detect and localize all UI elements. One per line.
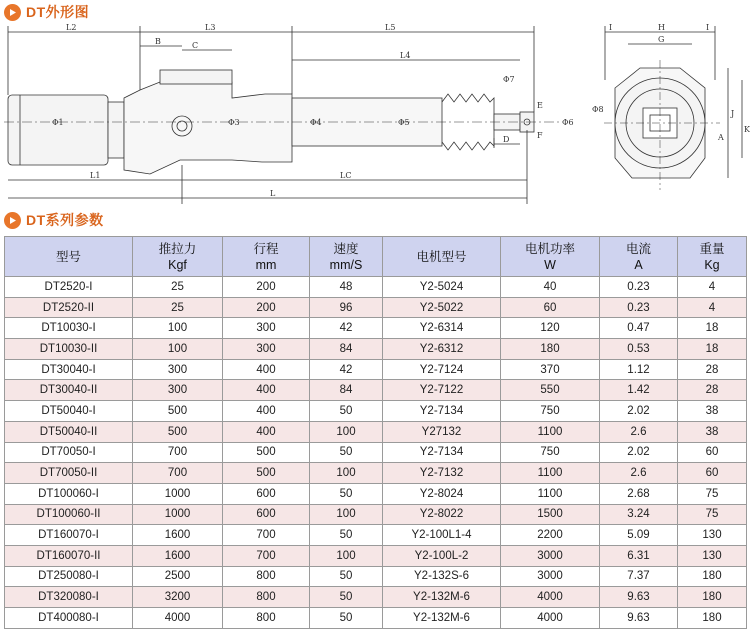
technical-drawing [0, 20, 750, 208]
table-cell: 300 [133, 359, 223, 380]
column-header-unit: mm/S [329, 257, 363, 272]
table-cell: 400 [223, 421, 310, 442]
table-cell: Y2-132M-6 [383, 608, 501, 629]
section-title-text: DT系列参数 [26, 212, 104, 228]
table-cell: 75 [678, 504, 747, 525]
table-row [5, 504, 747, 525]
table-cell: 50 [310, 401, 383, 422]
table-cell: 5.09 [600, 525, 678, 546]
table-cell: 25 [133, 297, 223, 318]
table-cell: 1000 [133, 483, 223, 504]
table-cell: 84 [310, 380, 383, 401]
table-cell: 120 [501, 318, 600, 339]
table-cell: 300 [223, 339, 310, 360]
column-header [5, 237, 133, 277]
column-header-unit: Kgf [168, 257, 187, 272]
column-header-label: 速度 [333, 241, 359, 256]
play-arrow-icon [4, 4, 21, 21]
table-cell: Y2-7132 [383, 463, 501, 484]
table-cell: 40 [501, 277, 600, 298]
table-cell: 700 [223, 525, 310, 546]
column-header-label: 重量 [699, 241, 725, 256]
table-cell: 300 [223, 318, 310, 339]
table-cell: 48 [310, 277, 383, 298]
table-cell: 750 [501, 401, 600, 422]
table-cell: DT400080-I [5, 608, 133, 629]
table-cell: 0.47 [600, 318, 678, 339]
table-cell: 100 [133, 339, 223, 360]
column-header-unit: Kg [704, 257, 720, 272]
table-cell: 500 [133, 421, 223, 442]
table-cell: 1600 [133, 525, 223, 546]
table-cell: 75 [678, 483, 747, 504]
table-cell: 9.63 [600, 608, 678, 629]
column-header-label: 推拉力 [158, 241, 197, 256]
table-cell: 1500 [501, 504, 600, 525]
label-G: G [658, 35, 665, 44]
table-cell: DT10030-II [5, 339, 133, 360]
table-cell: 3.24 [600, 504, 678, 525]
table-cell: Y2-100L1-4 [383, 525, 501, 546]
table-cell: 400 [223, 359, 310, 380]
table-cell: 60 [678, 463, 747, 484]
table-cell: 800 [223, 587, 310, 608]
table-cell: DT70050-I [5, 442, 133, 463]
table-cell: Y2-8024 [383, 483, 501, 504]
table-row [5, 566, 747, 587]
table-cell: 4 [678, 297, 747, 318]
table-cell: 6.31 [600, 545, 678, 566]
table-cell: Y2-7124 [383, 359, 501, 380]
table-cell: 1000 [133, 504, 223, 525]
table-cell: Y2-7134 [383, 401, 501, 422]
table-cell: 50 [310, 525, 383, 546]
column-header [501, 237, 600, 277]
column-header [383, 237, 501, 277]
table-cell: 750 [501, 442, 600, 463]
table-cell: 0.53 [600, 339, 678, 360]
table-cell: DT70050-II [5, 463, 133, 484]
table-row [5, 339, 747, 360]
table-cell: 2.02 [600, 401, 678, 422]
table-cell: 200 [223, 277, 310, 298]
column-header-label: 电机型号 [416, 249, 467, 264]
table-cell: 0.23 [600, 297, 678, 318]
table-cell: 50 [310, 483, 383, 504]
table-cell: 60 [501, 297, 600, 318]
label-I-right: I [706, 23, 710, 32]
table-cell: 100 [310, 504, 383, 525]
table-row [5, 545, 747, 566]
table-cell: 500 [223, 442, 310, 463]
column-header-label: 电机功率 [524, 241, 575, 256]
table-cell: DT160070-II [5, 545, 133, 566]
table-cell: DT30040-II [5, 380, 133, 401]
table-cell: Y2-7122 [383, 380, 501, 401]
table-row [5, 318, 747, 339]
label-K: K [744, 125, 750, 134]
table-cell: 130 [678, 545, 747, 566]
table-cell: 100 [310, 463, 383, 484]
column-header-label: 型号 [55, 249, 81, 264]
table-cell: 370 [501, 359, 600, 380]
table-cell: 200 [223, 297, 310, 318]
table-cell: 100 [133, 318, 223, 339]
table-row [5, 525, 747, 546]
table-cell: 500 [133, 401, 223, 422]
table-cell: 1.42 [600, 380, 678, 401]
table-cell: 84 [310, 339, 383, 360]
table-row [5, 483, 747, 504]
table-row [5, 380, 747, 401]
table-cell: 300 [133, 380, 223, 401]
table-cell: 2500 [133, 566, 223, 587]
table-cell: Y2-8022 [383, 504, 501, 525]
motor-body [8, 95, 108, 165]
table-cell: DT320080-I [5, 587, 133, 608]
label-phi3: Φ3 [228, 118, 240, 127]
table-cell: 2.6 [600, 463, 678, 484]
table-cell: DT10030-I [5, 318, 133, 339]
gearbox-housing [124, 82, 292, 174]
table-cell: 1100 [501, 463, 600, 484]
table-cell: 28 [678, 359, 747, 380]
label-L1: L1 [90, 171, 101, 180]
table-cell: 180 [501, 339, 600, 360]
table-cell: 9.63 [600, 587, 678, 608]
label-J: J [731, 109, 735, 118]
table-cell: 0.23 [600, 277, 678, 298]
table-cell: DT100060-I [5, 483, 133, 504]
table-cell: 4 [678, 277, 747, 298]
label-L2: L2 [66, 23, 77, 32]
table-cell: 2.68 [600, 483, 678, 504]
label-L3: L3 [205, 23, 216, 32]
table-cell: 100 [310, 421, 383, 442]
table-cell: 18 [678, 318, 747, 339]
table-cell: 180 [678, 608, 747, 629]
table-cell: 18 [678, 339, 747, 360]
column-header [133, 237, 223, 277]
table-cell: 96 [310, 297, 383, 318]
table-body [5, 277, 747, 629]
table-row [5, 359, 747, 380]
table-cell: 1100 [501, 483, 600, 504]
section-title-outline-drawing [4, 2, 89, 22]
table-cell: 42 [310, 318, 383, 339]
table-cell: DT2520-II [5, 297, 133, 318]
label-L5: L5 [385, 23, 396, 32]
table-cell: 100 [310, 545, 383, 566]
table-cell: 180 [678, 587, 747, 608]
table-cell: Y2-5022 [383, 297, 501, 318]
column-header-label: 电流 [625, 241, 651, 256]
table-row [5, 401, 747, 422]
label-I-left: I [609, 23, 613, 32]
label-F: F [537, 131, 543, 140]
table-row [5, 463, 747, 484]
table-cell: 28 [678, 380, 747, 401]
table-cell: DT30040-I [5, 359, 133, 380]
table-cell: 38 [678, 421, 747, 442]
table-cell: 42 [310, 359, 383, 380]
label-H: H [658, 23, 665, 32]
label-phi7: Φ7 [503, 75, 515, 84]
table-cell: 2.02 [600, 442, 678, 463]
table-cell: 3000 [501, 566, 600, 587]
table-row [5, 421, 747, 442]
column-header [310, 237, 383, 277]
table-cell: 50 [310, 442, 383, 463]
table-cell: 2.6 [600, 421, 678, 442]
table-cell: 50 [310, 566, 383, 587]
table-cell: DT2520-I [5, 277, 133, 298]
label-C: C [192, 41, 199, 50]
table-cell: 25 [133, 277, 223, 298]
label-D: D [503, 135, 510, 144]
table-cell: DT50040-II [5, 421, 133, 442]
table-cell: Y2-132S-6 [383, 566, 501, 587]
table-cell: DT50040-I [5, 401, 133, 422]
label-phi6: Φ6 [562, 118, 574, 127]
table-cell: 700 [223, 545, 310, 566]
label-L: L [270, 189, 276, 198]
label-phi4: Φ4 [310, 118, 322, 127]
table-cell: 700 [133, 442, 223, 463]
table-cell: 400 [223, 380, 310, 401]
table-row [5, 277, 747, 298]
section-title-parameters [4, 210, 104, 230]
column-header-unit: W [544, 257, 556, 272]
table-cell: 500 [223, 463, 310, 484]
label-phi8: Φ8 [592, 105, 604, 114]
label-B: B [155, 37, 161, 46]
table-cell: 50 [310, 608, 383, 629]
label-E: E [537, 101, 543, 110]
label-phi5: Φ5 [398, 118, 410, 127]
column-header [678, 237, 747, 277]
parameters-table [4, 236, 747, 629]
column-header [600, 237, 678, 277]
table-cell: DT160070-I [5, 525, 133, 546]
table-row [5, 587, 747, 608]
table-cell: 600 [223, 504, 310, 525]
column-header-label: 行程 [253, 241, 279, 256]
table-cell: 800 [223, 566, 310, 587]
table-cell: 700 [133, 463, 223, 484]
table-row [5, 297, 747, 318]
table-cell: 38 [678, 401, 747, 422]
table-cell: 60 [678, 442, 747, 463]
table-cell: 1100 [501, 421, 600, 442]
table-cell: 4000 [501, 587, 600, 608]
table-cell: 4000 [501, 608, 600, 629]
label-phi1: Φ1 [52, 118, 64, 127]
table-row [5, 608, 747, 629]
table-cell: Y2-7134 [383, 442, 501, 463]
table-cell: 1.12 [600, 359, 678, 380]
table-cell: Y2-132M-6 [383, 587, 501, 608]
table-cell: 550 [501, 380, 600, 401]
table-cell: DT100060-II [5, 504, 133, 525]
table-cell: DT250080-I [5, 566, 133, 587]
table-cell: 400 [223, 401, 310, 422]
label-L4: L4 [400, 51, 411, 60]
table-cell: 1600 [133, 545, 223, 566]
label-A: A [718, 133, 724, 142]
table-row [5, 442, 747, 463]
table-cell: Y27132 [383, 421, 501, 442]
table-cell: Y2-6312 [383, 339, 501, 360]
table-cell: Y2-100L-2 [383, 545, 501, 566]
table-cell: 2200 [501, 525, 600, 546]
column-header-unit: A [634, 257, 643, 272]
table-cell: 3200 [133, 587, 223, 608]
table-cell: Y2-6314 [383, 318, 501, 339]
table-cell: Y2-5024 [383, 277, 501, 298]
table-cell: 3000 [501, 545, 600, 566]
column-header [223, 237, 310, 277]
table-cell: 50 [310, 587, 383, 608]
section-title-text: DT外形图 [26, 4, 90, 20]
label-LC: LC [340, 171, 352, 180]
table-cell: 180 [678, 566, 747, 587]
table-cell: 800 [223, 608, 310, 629]
column-header-unit: mm [255, 257, 277, 272]
table-cell: 600 [223, 483, 310, 504]
table-cell: 130 [678, 525, 747, 546]
table-cell: 4000 [133, 608, 223, 629]
table-header-row [5, 237, 747, 277]
table-cell: 7.37 [600, 566, 678, 587]
play-arrow-icon [4, 212, 21, 229]
